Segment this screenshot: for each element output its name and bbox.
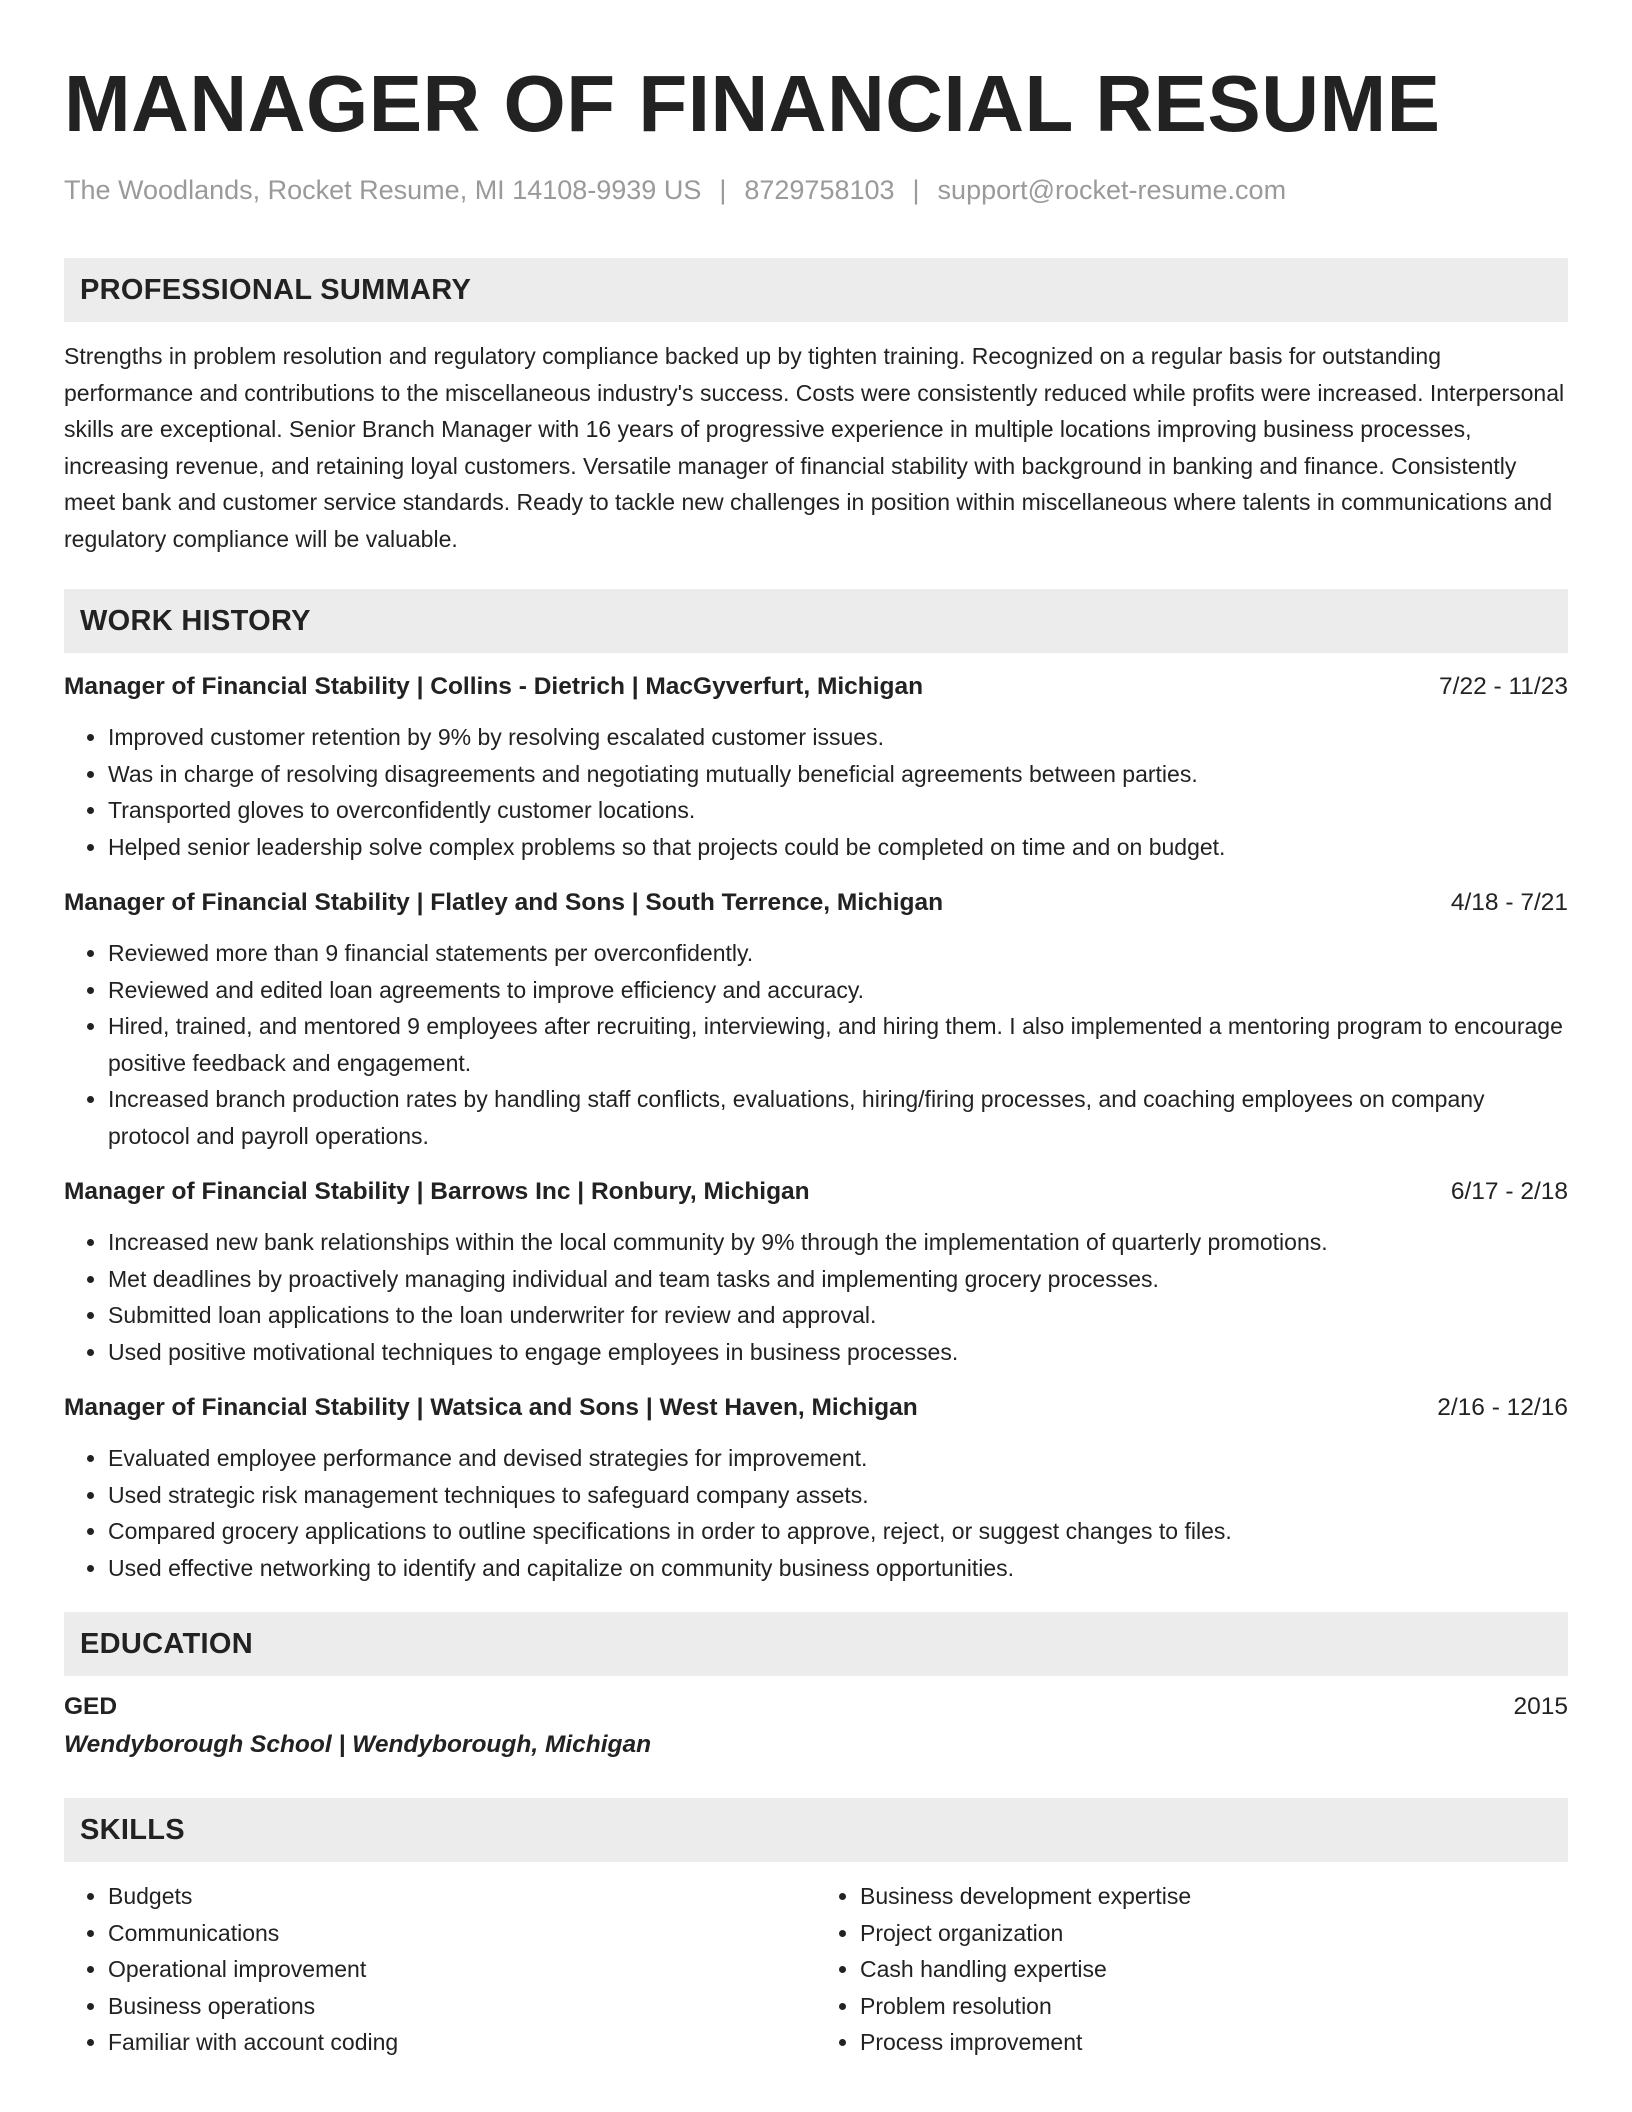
job-entry	[64, 1390, 1568, 1586]
job-bullet: • Was in charge of resolving disagreements and negotiating mutually beneficial agreements between parties.	[108, 756, 1568, 793]
contact-address: The Woodlands, Rocket Resume, MI 14108-9939 US	[64, 175, 702, 205]
job-bullet: • Reviewed and edited loan agreements to improve efficiency and accuracy.	[108, 972, 1568, 1009]
skill-item: • Cash handling expertise	[860, 1951, 1568, 1988]
job-bullets	[64, 719, 1568, 865]
job-bullet: • Transported gloves to overconfidently customer locations.	[108, 792, 1568, 829]
job-bullet: • Helped senior leadership solve complex problems so that projects could be completed on time and on budget.	[108, 829, 1568, 866]
skill-item: • Process improvement	[860, 2024, 1568, 2061]
work-history-section	[64, 589, 1568, 1612]
job-bullet: • Improved customer retention by 9% by resolving escalated customer issues.	[108, 719, 1568, 756]
job-bullet: • Met deadlines by proactively managing individual and team tasks and implementing grocery processes.	[108, 1261, 1568, 1298]
education-heading: EDUCATION	[64, 1612, 1568, 1676]
job-bullet: • Used strategic risk management techniques to safeguard company assets.	[108, 1477, 1568, 1514]
skills-section	[64, 1798, 1568, 2061]
job-entry	[64, 885, 1568, 1154]
job-title: Manager of Financial Stability | Barrows Inc | Ronbury, Michigan	[64, 1178, 810, 1205]
skill-item: • Project organization	[860, 1915, 1568, 1952]
job-header	[64, 1174, 1568, 1210]
education-year: 2015	[1513, 1693, 1568, 1720]
job-entry	[64, 1174, 1568, 1370]
job-title: Manager of Financial Stability | Watsica and Sons | West Haven, Michigan	[64, 1394, 918, 1421]
job-header	[64, 669, 1568, 705]
job-bullets	[64, 1224, 1568, 1370]
summary-text: Strengths in problem resolution and regulatory compliance backed up by tighten training. Recognized on a regular basis for outstanding performance and contributions to the miscellaneous industry's success. Costs were consistently reduced while profits were increased. Interpersonal skills are exceptional. Senior Branch Manager with 16 years of progressive experience in multiple locations improving business processes, increasing revenue, and retaining loyal customers. Versatile manager of financial stability with background in banking and finance. Consistently meet bank and customer service standards. Ready to tackle new challenges in position within miscellaneous where talents in communications and regulatory compliance will be valuable.	[64, 343, 1565, 552]
job-bullet: • Increased branch production rates by handling staff conflicts, evaluations, hiring/firing processes, and coaching employees on company protocol and payroll operations.	[108, 1081, 1568, 1154]
skill-item: • Business development expertise	[860, 1878, 1568, 1915]
job-entry	[64, 669, 1568, 865]
skills-right-column	[816, 1878, 1568, 2061]
job-bullet: • Used positive motivational techniques to engage employees in business processes.	[108, 1334, 1568, 1371]
education-school: Wendyborough School | Wendyborough, Michigan	[64, 1731, 652, 1758]
contact-line	[64, 172, 1568, 208]
section-spacer	[64, 1586, 1568, 1612]
skills-columns	[64, 1878, 1568, 2061]
job-dates: 7/22 - 11/23	[1439, 673, 1568, 700]
skills-left-column	[64, 1878, 816, 2061]
job-bullet: • Used effective networking to identify and capitalize on community business opportunities.	[108, 1550, 1568, 1587]
job-bullet: • Reviewed more than 9 financial statements per overconfidently.	[108, 935, 1568, 972]
skill-item: • Communications	[108, 1915, 816, 1952]
job-title: Manager of Financial Stability | Flatley and Sons | South Terrence, Michigan	[64, 889, 944, 916]
summary-section	[64, 258, 1568, 557]
job-dates: 6/17 - 2/18	[1450, 1178, 1568, 1205]
job-bullet: • Evaluated employee performance and devised strategies for improvement.	[108, 1440, 1568, 1477]
resume-title: MANAGER OF FINANCIAL RESUME	[64, 59, 1441, 148]
education-section	[64, 1612, 1568, 1764]
work-history-heading: WORK HISTORY	[64, 589, 1568, 653]
contact-phone: 8729758103	[744, 175, 895, 205]
contact-separator: |	[912, 175, 920, 205]
job-bullets	[64, 1440, 1568, 1586]
job-bullet: • Increased new bank relationships within the local community by 9% through the implementation of quarterly promotions.	[108, 1224, 1568, 1261]
skill-item: • Problem resolution	[860, 1988, 1568, 2025]
contact-separator: |	[719, 175, 727, 205]
education-entry	[64, 1688, 1568, 1764]
job-header	[64, 1390, 1568, 1426]
summary-heading: PROFESSIONAL SUMMARY	[64, 258, 1568, 322]
job-dates: 4/18 - 7/21	[1450, 889, 1568, 916]
education-degree: GED	[64, 1693, 118, 1720]
job-bullet: • Submitted loan applications to the loan underwriter for review and approval.	[108, 1297, 1568, 1334]
job-title: Manager of Financial Stability | Collins - Dietrich | MacGyverfurt, Michigan	[64, 673, 924, 700]
job-bullets	[64, 935, 1568, 1154]
skills-heading: SKILLS	[64, 1798, 1568, 1862]
job-header	[64, 885, 1568, 921]
skill-item: • Familiar with account coding	[108, 2024, 816, 2061]
skill-item: • Budgets	[108, 1878, 816, 1915]
job-bullet: • Compared grocery applications to outline specifications in order to approve, reject, or suggest changes to files.	[108, 1513, 1568, 1550]
job-bullet: • Hired, trained, and mentored 9 employees after recruiting, interviewing, and hiring them. I also implemented a mentoring program to encourage positive feedback and engagement.	[108, 1008, 1568, 1081]
education-header	[64, 1688, 1568, 1726]
job-dates: 2/16 - 12/16	[1437, 1394, 1568, 1421]
skill-item: • Operational improvement	[108, 1951, 816, 1988]
skill-item: • Business operations	[108, 1988, 816, 2025]
contact-email: support@rocket-resume.com	[937, 175, 1287, 205]
